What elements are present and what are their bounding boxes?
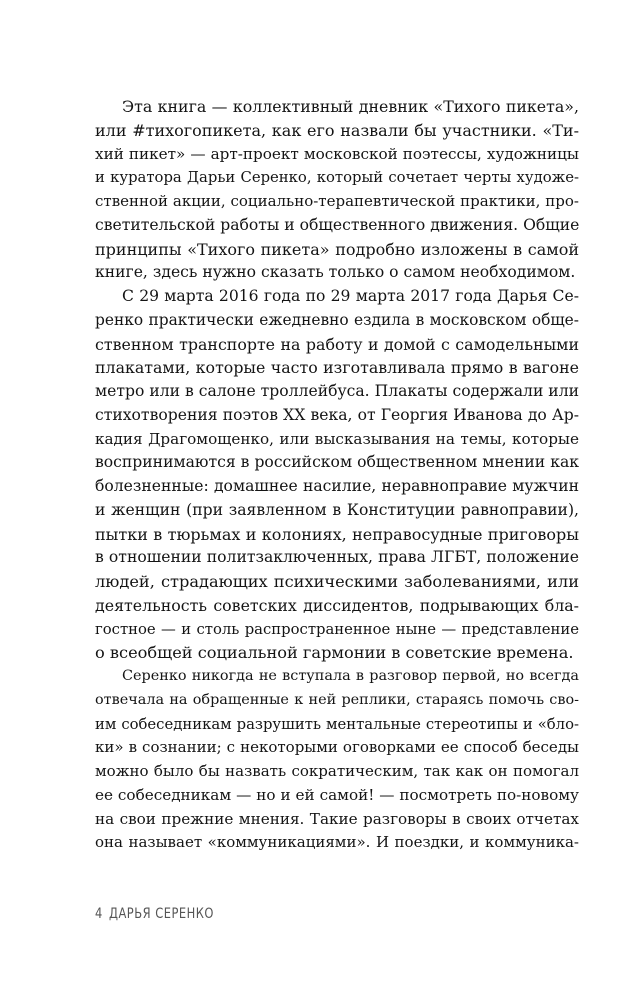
text-line: и куратора Дарьи Серенко, который сочетает черты художе- bbox=[95, 169, 579, 187]
text-line: пытки в тюрьмах и колониях, неправосудные приговоры bbox=[95, 524, 579, 544]
text-line: отвечала на обращенные к ней реплики, стараясь помочь сво- bbox=[95, 691, 579, 708]
text-line: о всеобщей социальной гармонии в советские времена. bbox=[95, 643, 574, 663]
text-line: книге, здесь нужно сказать только о самом необходимом. bbox=[95, 263, 576, 282]
text-line: или #тихогопикета, как его назвали бы участники. «Ти- bbox=[95, 120, 579, 140]
text-line: Серенко никогда не вступала в разговор первой, но всегда bbox=[122, 668, 579, 684]
running-head: ДАРЬЯ СЕРЕНКО bbox=[108, 906, 214, 922]
text-line: С 29 марта 2016 года по 29 марта 2017 года Дарья Се- bbox=[122, 287, 579, 305]
text-line: болезненные: домашнее насилие, неравноправие мужчин bbox=[95, 477, 579, 495]
text-line: на свои прежние мнения. Такие разговоры в своих отчетах bbox=[95, 809, 579, 828]
text-line: ственной акции, социально-терапевтической практики, про- bbox=[95, 192, 579, 210]
text-line: воспринимаются в российском общественном мнении как bbox=[95, 453, 579, 472]
text-line: метро или в салоне троллейбуса. Плакаты содержали или bbox=[95, 382, 579, 400]
body-text bbox=[95, 95, 579, 855]
text-line: людей, страдающих психическими заболеваниями, или bbox=[95, 572, 579, 591]
paragraph bbox=[95, 95, 579, 285]
paragraph bbox=[95, 285, 579, 665]
text-line: ренко практически ежедневно ездила в московском обще- bbox=[95, 310, 579, 329]
text-line: светительской работы и общественного движения. Общие bbox=[95, 215, 579, 234]
text-line: гостное — и столь распространенное ныне — представление bbox=[95, 620, 579, 638]
text-line: им собеседникам разрушить ментальные стереотипы и «бло- bbox=[95, 715, 579, 733]
text-line: ственном транспорте на работу и домой с самодельными bbox=[95, 334, 579, 354]
text-line: стихотворения поэтов XX века, от Георгия Иванова до Ар- bbox=[95, 405, 579, 424]
text-line: и женщин (при заявленном в Конституции равноправии), bbox=[95, 500, 579, 519]
text-line: принципы «Тихого пикета» подробно изложены в самой bbox=[95, 239, 579, 259]
text-line: плакатами, которые часто изготавливала прямо в вагоне bbox=[95, 358, 579, 378]
text-line: кадия Драгомощенко, или высказывания на темы, которые bbox=[95, 429, 579, 448]
text-line: деятельность советских диссидентов, подрывающих бла- bbox=[95, 595, 579, 615]
page-number: 4 bbox=[95, 906, 103, 922]
text-line: она называет «коммуникациями». И поездки, и коммуника- bbox=[95, 833, 579, 852]
paragraph bbox=[95, 665, 579, 855]
page-footer bbox=[95, 906, 236, 922]
text-line: можно было бы назвать сократическим, так как он помогал bbox=[95, 762, 579, 780]
text-line: Эта книга — коллективный дневник «Тихого пикета», bbox=[122, 97, 579, 116]
text-line: хий пикет» — арт-проект московской поэтессы, художницы bbox=[95, 144, 579, 163]
text-line: ки» в сознании; с некоторыми оговорками ее способ беседы bbox=[95, 738, 579, 757]
text-line: ее собеседникам — но и ей самой! — посмотреть по-новому bbox=[95, 785, 579, 804]
text-line: в отношении политзаключенных, права ЛГБТ, положение bbox=[95, 548, 579, 567]
